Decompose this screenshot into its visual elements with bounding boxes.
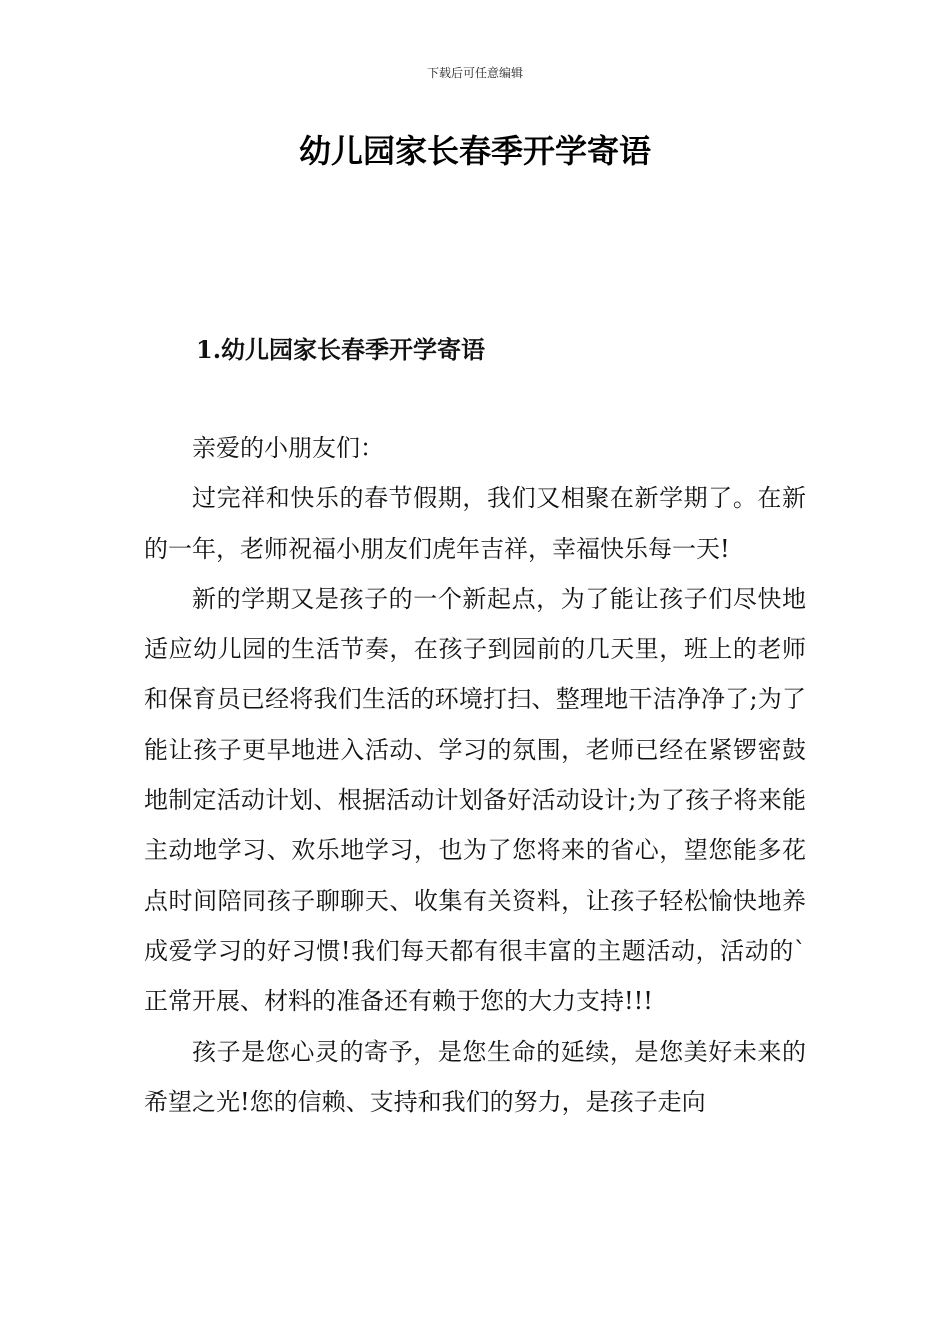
header-note: 下载后可任意编辑 [426, 66, 523, 80]
section-heading: 1.幼儿园家长春季开学寄语 [196, 335, 486, 364]
body-paragraph-trust: 孩子是您心灵的寄予，是您生命的延续，是您美好未来的希望之光!您的信赖、支持和我们的努力，是孩子走向 [144, 1037, 806, 1116]
document-body [144, 423, 806, 1127]
body-paragraph-new-term: 新的学期又是孩子的一个新起点，为了能让孩子们尽快地适应幼儿园的生活节奏，在孩子到园前的几天里，班上的老师和保育员已经将我们生活的环境打扫、整理地干洁净净了;为了能让孩子更早地进入活动、学习的氛围，老师已经在紧锣密鼓地制定活动计划、根据活动计划备好活动设计;为了孩子将来能主动地学习、欢乐地学习，也为了您将来的省心，望您能多花点时间陪同孩子聊聊天、收集有关资料，让孩子轻松愉快地养成爱学习的好习惯!我们每天都有很丰富的主题活动，活动的`正常开展、材料的准备还有赖于您的大力支持!!! [144, 584, 806, 1016]
salutation-paragraph: 亲爱的小朋友们： [192, 434, 384, 462]
document-title: 幼儿园家长春季开学寄语 [298, 132, 651, 170]
body-paragraph-greeting: 过完祥和快乐的春节假期，我们又相聚在新学期了。在新的一年，老师祝福小朋友们虎年吉祥，幸福快乐每一天! [144, 484, 806, 563]
